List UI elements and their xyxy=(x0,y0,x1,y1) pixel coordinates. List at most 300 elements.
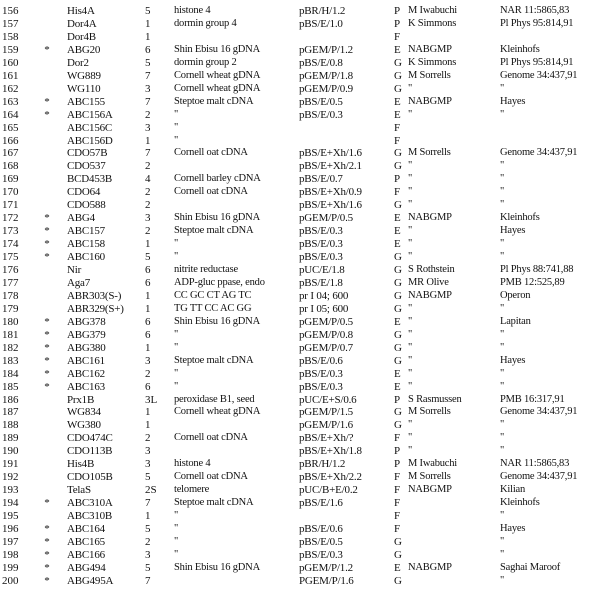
chromosome: 2 xyxy=(145,535,151,548)
probe-type: F xyxy=(394,186,401,199)
probe-name: Nir xyxy=(67,264,82,276)
chromosome: 7 xyxy=(145,497,151,510)
chromosome: 3 xyxy=(145,82,151,95)
probe-source: M Sorrells xyxy=(408,147,451,159)
probe-source: " xyxy=(408,173,413,185)
table-row xyxy=(0,380,606,394)
probe-name: ABG378 xyxy=(67,315,106,328)
reference: " xyxy=(500,419,505,431)
chromosome: 1 xyxy=(145,510,151,523)
table-row xyxy=(0,250,606,264)
table-row xyxy=(0,198,606,212)
reference: " xyxy=(500,302,505,314)
reference: " xyxy=(500,445,505,457)
reference: " xyxy=(500,341,505,353)
probe-type: G xyxy=(394,302,402,315)
table-row xyxy=(0,82,606,96)
chromosome: 3 xyxy=(145,445,151,458)
reference: PMB 12:525,89 xyxy=(500,276,565,288)
row-number: 183 xyxy=(2,354,19,367)
probe-description: Cornell oat cDNA xyxy=(174,432,248,444)
mapped-marker: * xyxy=(44,523,50,535)
probe-type: G xyxy=(394,354,402,367)
probe-source: K Simmons xyxy=(408,17,457,29)
chromosome: 5 xyxy=(145,5,151,17)
reference: Pl Phys 88:741,88 xyxy=(500,264,574,275)
table-row xyxy=(0,367,606,381)
probe-source: " xyxy=(408,302,413,314)
row-number: 165 xyxy=(2,121,19,134)
probe-description: " xyxy=(174,121,179,133)
row-number: 199 xyxy=(2,561,19,574)
table-row xyxy=(0,4,606,18)
table-row xyxy=(0,483,606,497)
reference: " xyxy=(500,574,505,586)
probe-name: ABC166 xyxy=(67,548,105,561)
probe-type: G xyxy=(394,276,402,289)
probe-type: E xyxy=(394,238,401,251)
probe-source: NABGMP xyxy=(408,289,452,301)
probe-description: TG TT CC AC GG xyxy=(174,302,252,314)
probe-type: G xyxy=(394,56,402,69)
probe-type: F xyxy=(394,30,401,43)
probe-source: " xyxy=(408,380,413,392)
chromosome: 6 xyxy=(145,380,151,393)
probe-name: Aga7 xyxy=(67,276,91,289)
probe-type: G xyxy=(394,328,402,341)
vector-insert: pBS/E/1.6 xyxy=(299,497,343,510)
probe-source: " xyxy=(408,367,413,379)
chromosome: 3 xyxy=(145,212,151,225)
probe-name: BCD453B xyxy=(67,173,113,186)
probe-type: P xyxy=(394,393,401,406)
chromosome: 3 xyxy=(145,458,151,471)
probe-type: E xyxy=(394,367,401,380)
probe-type: F xyxy=(394,471,401,484)
vector-insert: pBS/E+Xh/1.6 xyxy=(299,147,362,160)
reference: Hayes xyxy=(500,225,526,237)
table-row xyxy=(0,95,606,109)
row-number: 158 xyxy=(2,30,19,43)
chromosome: 5 xyxy=(145,561,151,574)
reference: Hayes xyxy=(500,354,526,366)
probe-type: E xyxy=(394,225,401,238)
reference: NAR 11:5865,83 xyxy=(500,5,570,16)
probe-type: G xyxy=(394,574,402,587)
chromosome: 6 xyxy=(145,328,151,341)
chromosome: 2 xyxy=(145,367,151,380)
row-number: 157 xyxy=(2,17,19,30)
reference: Kleinhofs xyxy=(500,212,540,224)
chromosome: 6 xyxy=(145,264,151,276)
reference: " xyxy=(500,82,505,94)
row-number: 162 xyxy=(2,82,19,95)
probe-name: CDO113B xyxy=(67,445,113,458)
row-number: 186 xyxy=(2,393,19,406)
reference: Operon xyxy=(500,289,531,301)
vector-insert: pBS/E+Xh/2.2 xyxy=(299,471,362,484)
mapped-marker: * xyxy=(44,561,50,574)
probe-description: Steptoe malt cDNA xyxy=(174,497,254,509)
probe-name: ABC156A xyxy=(67,108,113,121)
chromosome: 5 xyxy=(145,471,151,484)
mapped-marker: * xyxy=(44,251,50,264)
vector-insert: PGEM/P/1.6 xyxy=(299,574,354,587)
reference: Hayes xyxy=(500,523,526,534)
probe-description: " xyxy=(174,251,179,263)
row-number: 177 xyxy=(2,276,19,289)
reference: Genome 34:437,91 xyxy=(500,471,578,483)
probe-description: " xyxy=(174,134,179,146)
chromosome: 6 xyxy=(145,276,151,289)
probe-name: His4B xyxy=(67,458,95,471)
probe-name: ABG495A xyxy=(67,574,114,587)
chromosome: 2 xyxy=(145,225,151,238)
chromosome: 6 xyxy=(145,315,151,328)
reference: " xyxy=(500,548,505,560)
probe-type: G xyxy=(394,69,402,82)
mapped-marker: * xyxy=(44,108,50,121)
reference: " xyxy=(500,510,505,522)
probe-type: G xyxy=(394,548,402,561)
reference: Pl Phys 95:814,91 xyxy=(500,56,574,68)
vector-insert: pBS/E/1.8 xyxy=(299,276,343,289)
vector-insert: pGEM/P/1.2 xyxy=(299,561,353,574)
probe-name: ABC155 xyxy=(67,95,105,108)
probe-type: G xyxy=(394,199,402,212)
reference: Kilian xyxy=(500,484,526,496)
vector-insert: pBR/H/1.2 xyxy=(299,5,346,17)
probe-type: G xyxy=(394,147,402,160)
probe-type: E xyxy=(394,380,401,393)
row-number: 161 xyxy=(2,69,19,82)
probe-type: G xyxy=(394,406,402,419)
probe-name: WG380 xyxy=(67,419,101,432)
vector-insert: pBS/E/0.3 xyxy=(299,225,343,238)
probe-source: M Iwabuchi xyxy=(408,5,458,16)
probe-name: CDO64 xyxy=(67,186,101,199)
vector-insert: pBR/H/1.2 xyxy=(299,458,346,471)
probe-name: ABR329(S+) xyxy=(67,302,124,315)
probe-type: G xyxy=(394,341,402,354)
table-row xyxy=(0,470,606,484)
vector-insert: pBS/E/0.3 xyxy=(299,108,343,121)
vector-insert: pBS/E/0.7 xyxy=(299,173,343,186)
reference: Saghai Maroof xyxy=(500,561,561,573)
vector-insert: pBS/E/0.8 xyxy=(299,56,343,69)
probe-source: " xyxy=(408,199,413,211)
chromosome: 5 xyxy=(145,251,151,264)
row-number: 184 xyxy=(2,367,19,380)
probe-type: F xyxy=(394,497,401,510)
probe-description: " xyxy=(174,341,179,353)
row-number: 163 xyxy=(2,95,19,108)
reference: " xyxy=(500,199,505,211)
table-row xyxy=(0,496,606,510)
probe-description: dormin group 2 xyxy=(174,56,237,68)
table-row xyxy=(0,315,606,329)
probe-description: " xyxy=(174,367,179,379)
table-row xyxy=(0,237,606,251)
table-row xyxy=(0,522,606,536)
mapped-marker: * xyxy=(44,225,50,238)
probe-description: " xyxy=(174,328,179,340)
table-row xyxy=(0,548,606,562)
chromosome: 7 xyxy=(145,95,151,108)
probe-name: ABC162 xyxy=(67,367,105,380)
probe-type: E xyxy=(394,212,401,225)
probe-type: E xyxy=(394,43,401,56)
probe-name: ABC163 xyxy=(67,380,105,393)
probe-name: CDO537 xyxy=(67,160,106,173)
chromosome: 2S xyxy=(145,484,157,497)
chromosome: 1 xyxy=(145,134,151,147)
probe-name: CDO588 xyxy=(67,199,106,212)
vector-insert: pUC/E+S/0.6 xyxy=(299,393,357,406)
probe-name: ABG380 xyxy=(67,341,106,354)
vector-insert: pUC/B+E/0.2 xyxy=(299,484,358,497)
probe-description: Cornell oat cDNA xyxy=(174,186,248,198)
probe-description: Steptoe malt cDNA xyxy=(174,354,254,366)
table-row xyxy=(0,457,606,471)
probe-description: Cornell wheat gDNA xyxy=(174,406,261,418)
chromosome: 1 xyxy=(145,302,151,315)
probe-type: E xyxy=(394,315,401,328)
table-row xyxy=(0,444,606,458)
reference: " xyxy=(500,328,505,340)
reference: Genome 34:437,91 xyxy=(500,69,578,81)
vector-insert: pGEM/P/1.5 xyxy=(299,406,353,419)
reference: " xyxy=(500,380,505,392)
chromosome: 1 xyxy=(145,419,151,432)
reference: " xyxy=(500,535,505,547)
mapped-marker: * xyxy=(44,95,50,108)
probe-source: M Sorrells xyxy=(408,69,451,81)
row-number: 198 xyxy=(2,548,19,561)
row-number: 176 xyxy=(2,264,19,276)
probe-type: E xyxy=(394,561,401,574)
probe-source: M Sorrells xyxy=(408,406,451,418)
table-row xyxy=(0,341,606,355)
table-row xyxy=(0,108,606,122)
probe-description: Cornell oat cDNA xyxy=(174,471,248,483)
probe-description: Shin Ebisu 16 gDNA xyxy=(174,561,260,573)
row-number: 187 xyxy=(2,406,19,419)
probe-source: " xyxy=(408,225,413,237)
row-number: 173 xyxy=(2,225,19,238)
row-number: 195 xyxy=(2,510,19,523)
table-row xyxy=(0,263,606,277)
probe-name: Dor4B xyxy=(67,30,96,43)
row-number: 179 xyxy=(2,302,19,315)
vector-insert: pBS/E+Xh/2.1 xyxy=(299,160,362,173)
row-number: 174 xyxy=(2,238,19,251)
mapped-marker: * xyxy=(44,497,50,510)
vector-insert: pGEM/P/0.8 xyxy=(299,328,353,341)
probe-description: Shin Ebisu 16 gDNA xyxy=(174,212,260,224)
vector-insert: pBS/E/0.3 xyxy=(299,238,343,251)
vector-insert: pBS/E+Xh/1.8 xyxy=(299,445,362,458)
probe-name: ABG379 xyxy=(67,328,106,341)
probe-description: Steptoe malt cDNA xyxy=(174,95,254,107)
chromosome: 5 xyxy=(145,523,151,535)
probe-name: ABC160 xyxy=(67,251,105,264)
vector-insert: pr I 04; 600 xyxy=(299,289,349,302)
table-row xyxy=(0,134,606,148)
probe-name: Prx1B xyxy=(67,393,95,406)
vector-insert: pBS/E/0.3 xyxy=(299,251,343,264)
probe-source: " xyxy=(408,238,413,250)
mapped-marker: * xyxy=(44,367,50,380)
chromosome: 3 xyxy=(145,354,151,367)
probe-name: ABC310A xyxy=(67,497,113,510)
probe-name: ABC157 xyxy=(67,225,105,238)
reference: Kleinhofs xyxy=(500,43,540,55)
mapped-marker: * xyxy=(44,354,50,367)
table-row xyxy=(0,172,606,186)
vector-insert: pBS/E/0.5 xyxy=(299,535,343,548)
mapped-marker: * xyxy=(44,43,50,56)
chromosome: 2 xyxy=(145,199,151,212)
vector-insert: pGEM/P/0.5 xyxy=(299,315,353,328)
reference: " xyxy=(500,367,505,379)
probe-name: ABG494 xyxy=(67,561,106,574)
probe-type: P xyxy=(394,17,401,30)
row-number: 178 xyxy=(2,289,19,302)
probe-type: P xyxy=(394,445,401,458)
table-row xyxy=(0,30,606,44)
probe-name: ABC156C xyxy=(67,121,113,134)
chromosome: 2 xyxy=(145,432,151,445)
probe-description: ADP-gluc ppase, endo xyxy=(174,276,265,288)
probe-type: G xyxy=(394,251,402,264)
chromosome: 1 xyxy=(145,289,151,302)
row-number: 180 xyxy=(2,315,19,328)
row-number: 192 xyxy=(2,471,19,484)
row-number: 189 xyxy=(2,432,19,445)
vector-insert: pGEM/P/1.8 xyxy=(299,69,353,82)
probe-description: Shin Ebisu 16 gDNA xyxy=(174,315,260,327)
probe-name: ABC164 xyxy=(67,523,105,535)
row-number: 172 xyxy=(2,212,19,225)
probe-description: Cornell wheat gDNA xyxy=(174,82,261,94)
row-number: 200 xyxy=(2,574,19,587)
probe-description: telomere xyxy=(174,484,210,496)
chromosome: 3 xyxy=(145,548,151,561)
probe-description: " xyxy=(174,380,179,392)
row-number: 156 xyxy=(2,5,19,17)
chromosome: 2 xyxy=(145,108,151,121)
probe-name: ABC310B xyxy=(67,510,113,523)
chromosome: 1 xyxy=(145,406,151,419)
chromosome: 1 xyxy=(145,341,151,354)
vector-insert: pBS/E+Xh/1.6 xyxy=(299,199,362,212)
vector-insert: pBS/E/0.6 xyxy=(299,523,343,535)
mapped-marker: * xyxy=(44,574,50,587)
table-row xyxy=(0,159,606,173)
chromosome: 6 xyxy=(145,43,151,56)
probe-source: " xyxy=(408,108,413,120)
probe-type: G xyxy=(394,264,402,276)
row-number: 191 xyxy=(2,458,19,471)
probe-source: M Sorrells xyxy=(408,471,451,483)
probe-name: TelaS xyxy=(67,484,91,497)
probe-type: P xyxy=(394,5,401,17)
probe-type: P xyxy=(394,458,401,471)
row-number: 159 xyxy=(2,43,19,56)
vector-insert: pBS/E/0.5 xyxy=(299,95,343,108)
probe-source: " xyxy=(408,432,413,444)
mapped-marker: * xyxy=(44,380,50,393)
probe-name: WG110 xyxy=(67,82,101,95)
probe-source: " xyxy=(408,341,413,353)
chromosome: 1 xyxy=(145,238,151,251)
reference: " xyxy=(500,432,505,444)
table-row xyxy=(0,561,606,575)
row-number: 160 xyxy=(2,56,19,69)
table-row xyxy=(0,302,606,316)
vector-insert: pr I 05; 600 xyxy=(299,302,349,315)
row-number: 168 xyxy=(2,160,19,173)
vector-insert: pBS/E/1.0 xyxy=(299,17,343,30)
probe-description: histone 4 xyxy=(174,458,211,470)
table-row xyxy=(0,224,606,238)
vector-insert: pGEM/P/0.5 xyxy=(299,212,353,225)
table-row xyxy=(0,431,606,445)
probe-name: CDO105B xyxy=(67,471,113,484)
mapped-marker: * xyxy=(44,328,50,341)
vector-insert: pGEM/P/0.9 xyxy=(299,82,353,95)
probe-description: peroxidase B1, seed xyxy=(174,393,255,405)
probe-name: Dor4A xyxy=(67,17,97,30)
table-row xyxy=(0,69,606,83)
mapped-marker: * xyxy=(44,341,50,354)
probe-source: NABGMP xyxy=(408,43,452,55)
chromosome: 7 xyxy=(145,147,151,160)
probe-type: G xyxy=(394,535,402,548)
probe-name: ABC161 xyxy=(67,354,105,367)
probe-type: F xyxy=(394,121,401,134)
probe-type: F xyxy=(394,523,401,535)
probe-source: " xyxy=(408,328,413,340)
reference: NAR 11:5865,83 xyxy=(500,458,570,470)
row-number: 164 xyxy=(2,108,19,121)
probe-source: NABGMP xyxy=(408,561,452,573)
probe-type: F xyxy=(394,134,401,147)
probe-source: " xyxy=(408,354,413,366)
probe-source: M Iwabuchi xyxy=(408,458,458,470)
chromosome: 4 xyxy=(145,173,151,186)
row-number: 188 xyxy=(2,419,19,432)
chromosome: 7 xyxy=(145,574,151,587)
row-number: 181 xyxy=(2,328,19,341)
probe-source: " xyxy=(408,315,413,327)
chromosome: 1 xyxy=(145,17,151,30)
row-number: 194 xyxy=(2,497,19,510)
probe-description: CC GC CT AG TC xyxy=(174,289,252,301)
table-row xyxy=(0,418,606,432)
mapped-marker: * xyxy=(44,238,50,251)
row-number: 196 xyxy=(2,523,19,535)
mapped-marker: * xyxy=(44,535,50,548)
probe-source: NABGMP xyxy=(408,212,452,224)
reference: " xyxy=(500,160,505,172)
vector-insert: pGEM/P/0.7 xyxy=(299,341,353,354)
probe-description: Cornell wheat gDNA xyxy=(174,69,261,81)
table-row xyxy=(0,289,606,303)
row-number: 182 xyxy=(2,341,19,354)
probe-source: NABGMP xyxy=(408,95,452,107)
